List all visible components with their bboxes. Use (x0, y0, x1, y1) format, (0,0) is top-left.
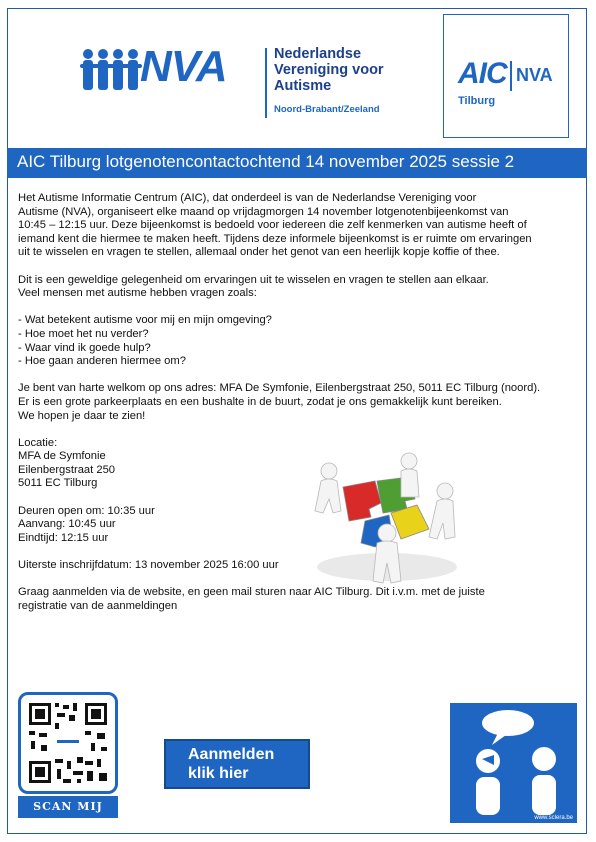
aic-logo (443, 14, 569, 138)
people-figures-icon (80, 48, 142, 92)
body-text (18, 192, 580, 627)
puzzle-people-illustration (305, 447, 465, 597)
nva-full-name: Nederlandse Vereniging voor Autisme (274, 46, 384, 94)
page-title: AIC Tilburg lotgenotencontactochtend 14 november 2025 sessie 2 (17, 152, 515, 171)
aic-word: AIC (458, 57, 507, 90)
opportunity-paragraph: Dit is een geweldige gelegenheid om ervaringen uit te wisselen en vragen te stellen aan elkaar. Veel mensen met autisme hebben vragen zoals: (18, 273, 489, 300)
questions-list (18, 314, 580, 368)
list-item: - Hoe moet het nu verder? (18, 327, 149, 340)
registration-note: Graag aanmelden via de website, en geen mail sturen naar AIC Tilburg. Dit i.v.m. met de juiste registratie van de aanmeldingen (18, 586, 485, 612)
register-button-line1: Aanmelden (188, 746, 275, 763)
times-block: Deuren open om: 10:35 uur Aanvang: 10:45 uur Eindtijd: 12:15 uur (18, 504, 155, 544)
aic-city: Tilburg (458, 95, 496, 107)
people-talking-icon (450, 703, 577, 823)
intro-paragraph: Het Autisme Informatie Centrum (AIC), dat onderdeel is van de Nederlandse Vereniging voor Autisme (NVA), organiseert elke maand op vrijdagmorgen 14 november lotgenotenbijeenkomst van 10:45 – 12:15 uur. Deze bijeenkomst is bedoeld voor iedereen die zelf kenmerken van autisme heeft of iemand kent die hiermee te maken heeft. Tijdens deze informele bijeenkomst is er ruimte om ervaringen uit te wisselen en vragen te stellen, allemaal onder het genot van een heerlijk kopje koffie of thee. (18, 192, 532, 259)
register-button-line2: klik hier (188, 765, 249, 782)
qr-code-icon[interactable] (21, 695, 115, 791)
nva-region: Noord-Brabant/Zeeland (274, 104, 380, 115)
list-item: - Waar vind ik goede hulp? (18, 341, 151, 354)
pictogram-credit: www.sclera.be (534, 815, 573, 821)
qr-code-block[interactable] (18, 692, 118, 818)
qr-scan-label: SCAN MIJ (18, 796, 118, 818)
deadline: Uiterste inschrijfdatum: 13 november 2025 16:00 uur (18, 559, 279, 572)
logo-divider (265, 48, 267, 118)
conversation-pictogram (450, 703, 577, 823)
qr-frame (18, 692, 118, 794)
welcome-paragraph: Je bent van harte welkom op ons adres: MFA De Symfonie, Eilenbergstraat 250, 5011 EC Tilburg (noord). Er is een grote parkeerplaats en een bushalte in de buurt, zodat je ons gemakkelijk kunt bereiken. We hopen je daar te zien! (18, 382, 541, 422)
register-button[interactable] (164, 739, 310, 789)
location-block: Locatie: MFA de Symfonie Eilenbergstraat 250 5011 EC Tilburg (18, 436, 116, 490)
title-band (7, 148, 587, 178)
nva-acronym: NVA (140, 42, 227, 91)
list-item: - Hoe gaan anderen hiermee om? (18, 355, 186, 368)
aic-divider (510, 61, 512, 91)
aic-nva: NVA (516, 65, 553, 85)
nva-logo (80, 42, 400, 122)
list-item: - Wat betekent autisme voor mij en mijn omgeving? (18, 314, 272, 327)
